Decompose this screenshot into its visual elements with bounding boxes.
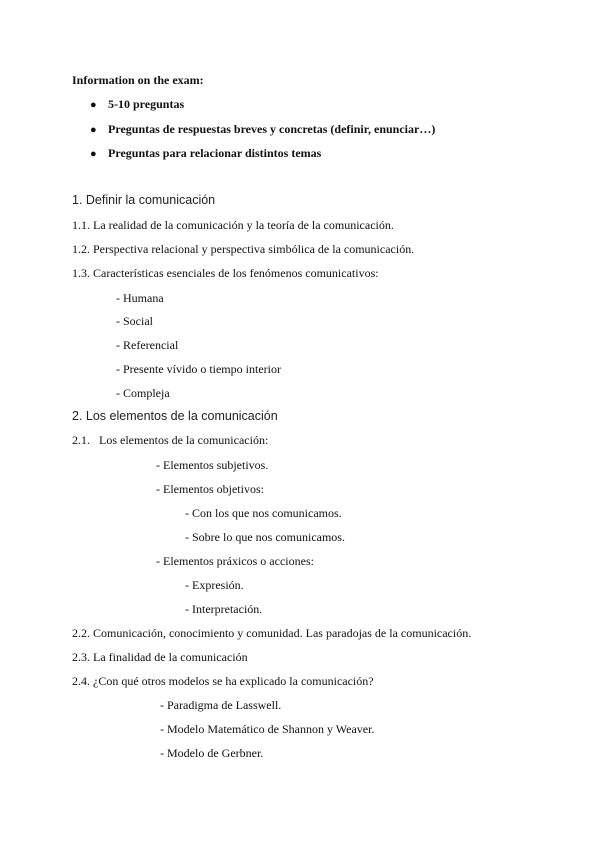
characteristic-item: - Presente vívido o tiempo interior: [116, 362, 281, 376]
characteristic-item: - Referencial: [116, 338, 179, 352]
item-1-2: 1.2. Perspectiva relacional y perspectiva simbólica de la comunicación.: [72, 242, 415, 256]
bullet-dot-icon: ●: [90, 148, 97, 160]
item-2-2: 2.2. Comunicación, conocimiento y comunidad. Las paradojas de la comunicación.: [72, 626, 472, 640]
exam-bullet-3: [90, 146, 321, 161]
praxic-sub-item: - Expresión.: [185, 578, 244, 592]
item-2-4: 2.4. ¿Con qué otros modelos se ha explicado la comunicación?: [72, 674, 374, 688]
item-1-1: 1.1. La realidad de la comunicación y la teoría de la comunicación.: [72, 218, 394, 232]
item-2-3: 2.3. La finalidad de la comunicación: [72, 650, 248, 664]
item-1-3: 1.3. Características esenciales de los fenómenos comunicativos:: [72, 266, 379, 280]
element-praxic: - Elementos práxicos o acciones:: [156, 554, 314, 568]
item-2-1-text: Los elementos de la comunicación:: [99, 433, 269, 447]
exam-bullet-2: [90, 122, 435, 137]
characteristic-item: - Compleja: [116, 386, 170, 400]
characteristic-item: - Social: [116, 314, 153, 328]
praxic-sub-item: - Interpretación.: [185, 602, 263, 616]
objective-sub-item: - Con los que nos comunicamos.: [185, 506, 342, 520]
model-item: - Paradigma de Lasswell.: [160, 698, 282, 712]
exam-info-heading: Information on the exam:: [72, 73, 204, 87]
exam-bullet-text: Preguntas de respuestas breves y concretas (definir, enunciar…): [108, 122, 436, 136]
section-1-title: 1. Definir la comunicación: [72, 193, 216, 207]
model-item: - Modelo de Gerbner.: [160, 746, 264, 760]
model-item: - Modelo Matemático de Shannon y Weaver.: [160, 722, 375, 736]
exam-bullet-text: 5-10 preguntas: [108, 97, 185, 111]
objective-sub-item: - Sobre lo que nos comunicamos.: [185, 530, 345, 544]
exam-bullet-text: Preguntas para relacionar distintos temas: [108, 146, 322, 160]
characteristic-item: - Humana: [116, 291, 164, 305]
section-2-title: 2. Los elementos de la comunicación: [72, 409, 278, 423]
item-2-1-number: 2.1.: [72, 433, 90, 447]
bullet-dot-icon: ●: [90, 99, 97, 111]
element-objective: - Elementos objetivos:: [156, 482, 264, 496]
bullet-dot-icon: ●: [90, 124, 97, 136]
exam-bullet-1: [90, 97, 184, 112]
element-subjective: - Elementos subjetivos.: [156, 458, 269, 472]
